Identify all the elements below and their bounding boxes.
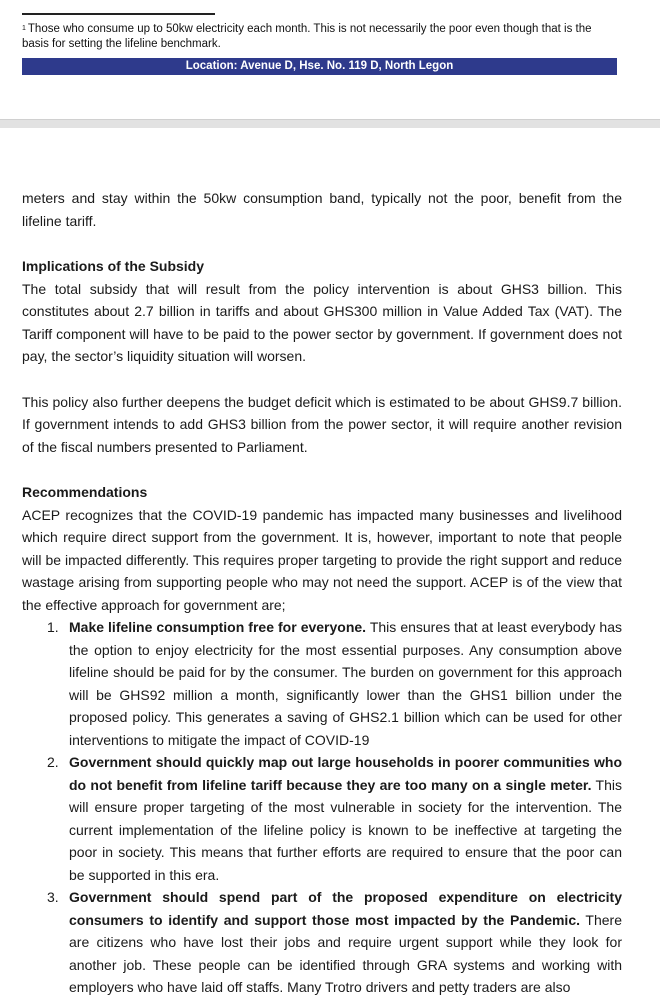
list-item-bold-text: Government should quickly map out large households in poorer communities who do not benefit from lifeline tariff because they are too many on a single meter. xyxy=(69,754,622,793)
list-item xyxy=(22,886,622,999)
list-item-text: This will ensure proper targeting of the most vulnerable in society for the intervention. The current implementation of the lifeline policy is known to be ineffective at targeting the poor in society. This means that further efforts are required to ensure that the poor can be supported in this era. xyxy=(69,776,622,883)
location-bar: Location: Avenue D, Hse. No. 119 D, North Legon xyxy=(22,58,617,75)
list-item xyxy=(22,616,622,751)
list-item-text: There are citizens who have lost their jobs and require urgent support while they look for another job. These people can be identified through GRA systems and working with employers who have laid off staffs. Many Trotro drivers and petty traders are also xyxy=(69,911,622,995)
previous-page-footer xyxy=(0,0,660,120)
list-item-bold-text: Make lifeline consumption free for everyone. xyxy=(69,619,367,635)
list-item-number: 1. xyxy=(47,619,59,635)
list-item-bold-text: Government should spend part of the proposed expenditure on electricity consumers to identify and support those most impacted by the Pandemic. xyxy=(69,889,622,928)
implications-heading: Implications of the Subsidy xyxy=(22,258,205,274)
implications-paragraph-1: The total subsidy that will result from the policy intervention is about GHS3 billion. This constitutes about 2.7 billion in tariffs and about GHS300 million in Value Added Tax (VAT). The Tariff component will have to be paid to the power sector by government. If government does not pay, the sector’s liquidity situation will worsen. xyxy=(22,280,622,364)
list-item-number: 2. xyxy=(47,754,59,770)
footnote-marker: 1 xyxy=(22,25,26,32)
list-item-number: 3. xyxy=(47,889,59,905)
footnote-text: Those who consume up to 50kw electricity each month. This is not necessarily the poor even though that is the basis for setting the lifeline benchmark. xyxy=(22,23,592,50)
footnote xyxy=(22,22,620,52)
list-item xyxy=(22,751,622,886)
recommendations-heading: Recommendations xyxy=(22,484,148,500)
continued-paragraph: meters and stay within the 50kw consumption band, typically not the poor, benefit from the lifeline tariff. xyxy=(22,190,622,229)
recommendations-list xyxy=(22,616,622,999)
list-item-text: This ensures that at least everybody has the option to enjoy electricity for the most essential purposes. Any consumption above lifeline should be paid for by the consumer. The burden on government for this approach will be GHS92 million a month, significantly lower than the GHS1 billion under the proposed policy. This generates a saving of GHS2.1 billion which can be used for other interventions to mitigate the impact of COVID-19 xyxy=(69,619,622,748)
recommendations-intro: ACEP recognizes that the COVID-19 pandemic has impacted many businesses and livelihood which require direct support from the government. It is, however, important to note that people will be impacted differently. This requires proper targeting to provide the right support and reduce wastage arising from supporting people who may not need the support. ACEP is of the view that the effective approach for government are; xyxy=(22,506,622,613)
page-separator xyxy=(0,120,660,128)
implications-paragraph-2: This policy also further deepens the budget deficit which is estimated to be about GHS9.7 billion. If government intends to add GHS3 billion from the power sector, it will require another revision of the fiscal numbers presented to Parliament. xyxy=(22,393,622,455)
page-content xyxy=(22,187,622,999)
footnote-divider xyxy=(22,13,215,15)
